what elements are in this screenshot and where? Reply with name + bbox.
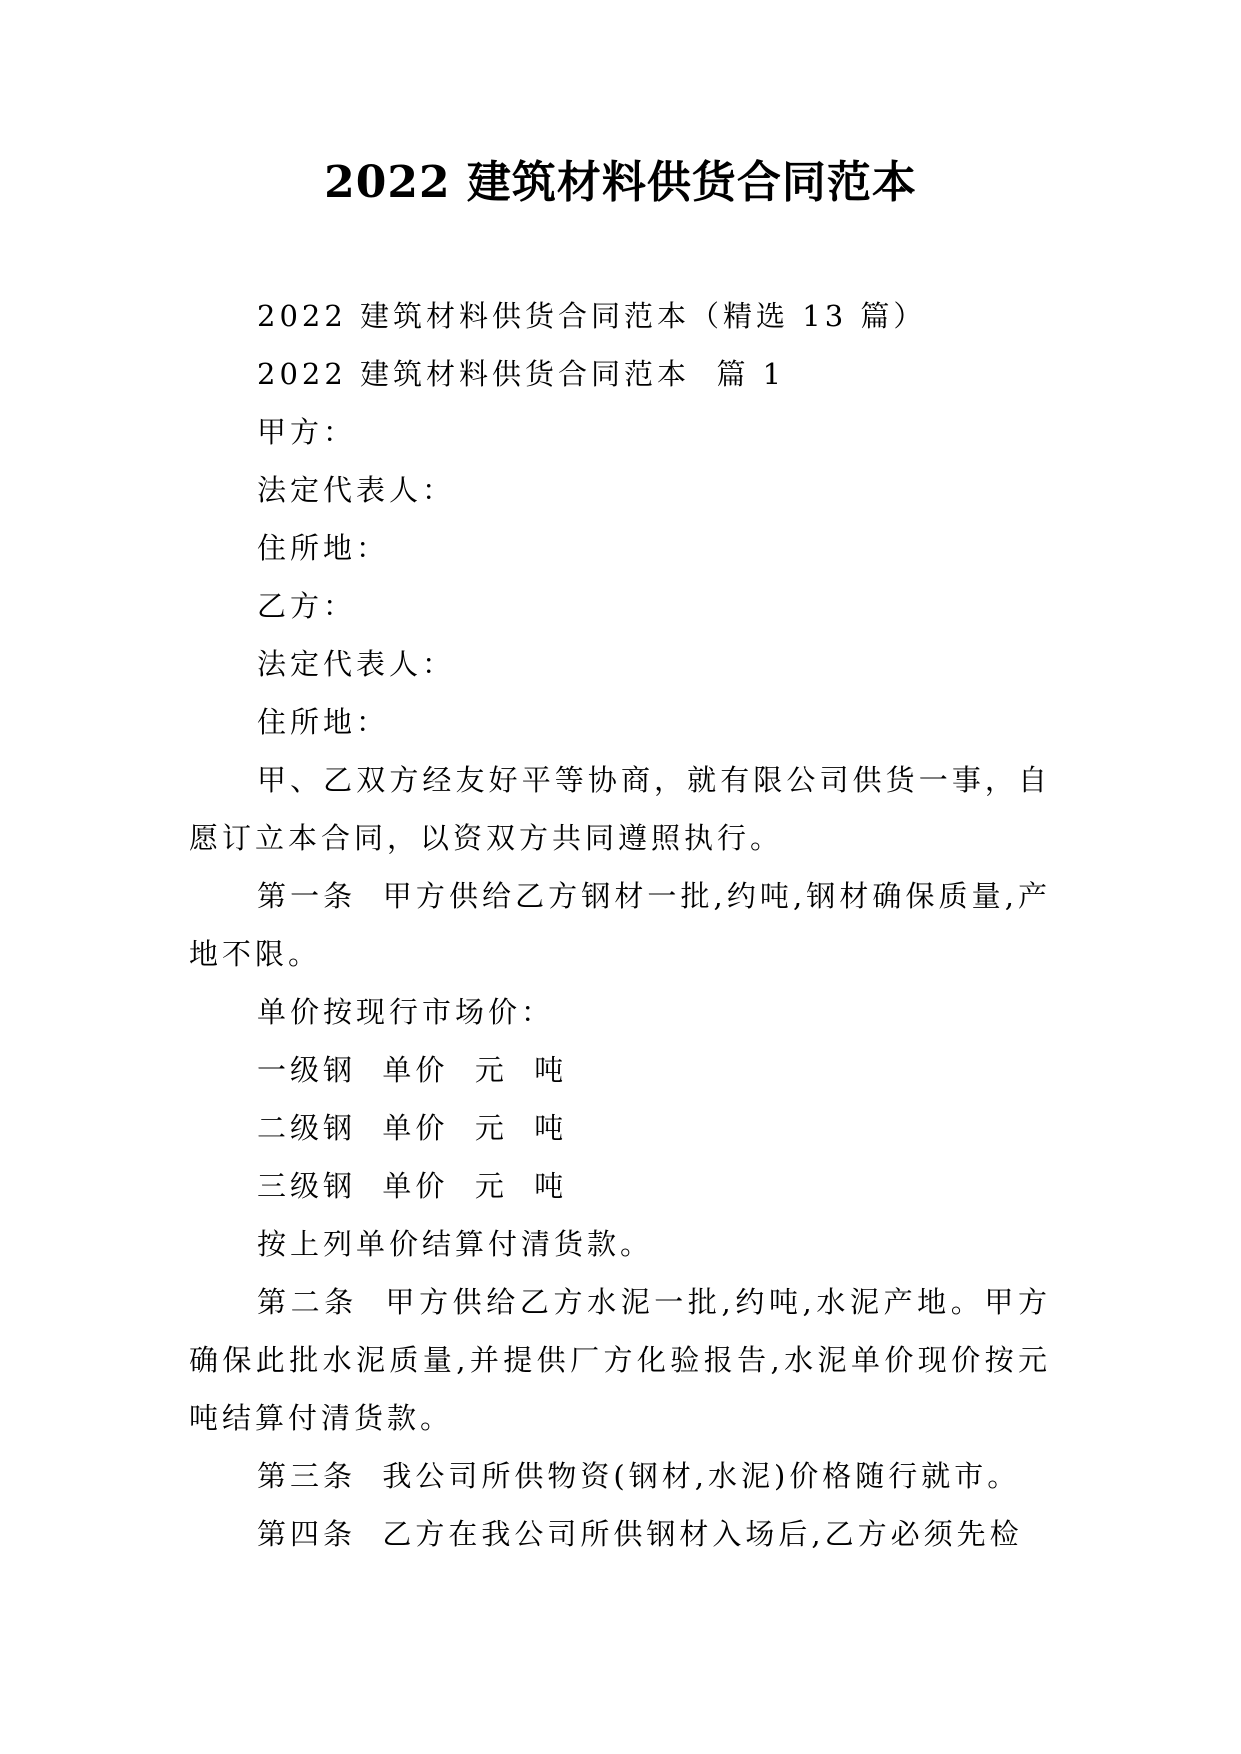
paragraph: 甲、乙双方经友好平等协商，就有限公司供货一事，自愿订立本合同，以资双方共同遵照执行。 <box>189 763 1051 855</box>
paragraph: 法定代表人： <box>257 473 456 507</box>
paragraph: 第三条 我公司所供物资(钢材,水泥)价格随行就市。 <box>257 1459 1021 1493</box>
paragraph: 按上列单价结算付清货款。 <box>257 1227 654 1261</box>
paragraph: 二级钢 单价 元 吨 <box>257 1111 568 1145</box>
paragraph: 甲方： <box>257 415 357 449</box>
paragraph: 第四条 乙方在我公司所供钢材入场后,乙方必须先检 <box>257 1517 1023 1551</box>
paragraph: 单价按现行市场价： <box>257 995 555 1029</box>
document-body <box>189 287 1078 1563</box>
paragraph: 一级钢 单价 元 吨 <box>257 1053 568 1087</box>
paragraph: 乙方： <box>257 589 357 623</box>
paragraph: 住所地： <box>257 531 390 565</box>
paragraph: 法定代表人： <box>257 647 456 681</box>
paragraph: 2022 建筑材料供货合同范本 篇 1 <box>257 357 786 391</box>
paragraph: 第一条 甲方供给乙方钢材一批,约吨,钢材确保质量,产地不限。 <box>189 879 1051 971</box>
paragraph: 第二条 甲方供给乙方水泥一批,约吨,水泥产地。甲方确保此批水泥质量,并提供厂方化验报告,水泥单价现价按元 吨结算付清货款。 <box>189 1285 1078 1435</box>
document-title: 2022 建筑材料供货合同范本 <box>324 157 917 208</box>
paragraph: 住所地： <box>257 705 390 739</box>
paragraph: 三级钢 单价 元 吨 <box>257 1169 568 1203</box>
paragraph: 2022 建筑材料供货合同范本（精选 13 篇） <box>257 299 927 333</box>
